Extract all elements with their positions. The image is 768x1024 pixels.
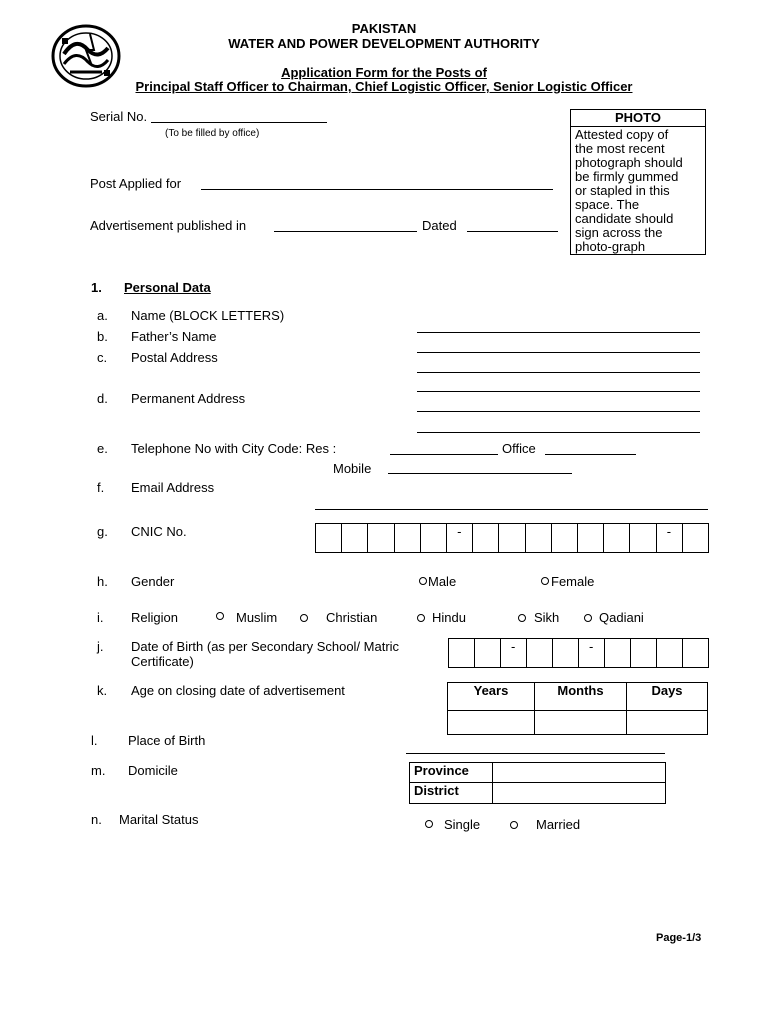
gender-female-radio[interactable] bbox=[541, 577, 549, 585]
section-title: Personal Data bbox=[124, 280, 211, 295]
field-letter-c: c. bbox=[97, 350, 108, 365]
header-country: PAKISTAN bbox=[351, 21, 417, 36]
photo-instruction-line: photograph should bbox=[575, 155, 683, 170]
advert-field[interactable] bbox=[274, 231, 417, 232]
religion-muslim-label: Muslim bbox=[236, 610, 278, 625]
age-years-field[interactable] bbox=[448, 711, 535, 735]
digit-box[interactable] bbox=[578, 638, 605, 668]
religion-hindu-label: Hindu bbox=[432, 610, 466, 625]
cnic-label: CNIC No. bbox=[131, 524, 187, 539]
field-letter-a: a. bbox=[97, 308, 108, 323]
age-months-header: Months bbox=[534, 683, 626, 711]
domicile-table bbox=[409, 762, 666, 804]
district-field[interactable] bbox=[493, 783, 666, 804]
photo-instruction-line: photo-graph bbox=[575, 239, 646, 254]
digit-box[interactable] bbox=[604, 638, 631, 668]
field-letter-m: m. bbox=[91, 763, 106, 778]
postal-address-field-1[interactable] bbox=[417, 372, 700, 373]
age-months-field[interactable] bbox=[534, 711, 626, 735]
religion-qadiani-label: Qadiani bbox=[599, 610, 644, 625]
digit-box[interactable] bbox=[551, 523, 578, 553]
digit-box[interactable] bbox=[315, 523, 342, 553]
marital-single-radio[interactable] bbox=[425, 820, 433, 828]
photo-instructions bbox=[575, 128, 683, 254]
dob-label-line1: Date of Birth (as per Secondary School/ Matric bbox=[131, 639, 400, 654]
digit-box[interactable] bbox=[682, 638, 709, 668]
page-number: Page-1/3 bbox=[656, 932, 702, 944]
cnic-input-grid[interactable] bbox=[315, 523, 708, 553]
marital-married-radio[interactable] bbox=[510, 821, 518, 829]
digit-box[interactable] bbox=[472, 523, 499, 553]
advert-label: Advertisement published in bbox=[90, 218, 247, 233]
age-table bbox=[447, 682, 708, 735]
telephone-office-field[interactable] bbox=[545, 454, 636, 455]
email-label: Email Address bbox=[131, 480, 215, 495]
field-letter-j: j. bbox=[97, 639, 104, 654]
marital-married-label: Married bbox=[536, 817, 581, 832]
office-label: Office bbox=[502, 441, 536, 456]
digit-box[interactable] bbox=[577, 523, 604, 553]
field-letter-d: d. bbox=[97, 391, 108, 406]
telephone-res-field[interactable] bbox=[390, 454, 498, 455]
marital-single-label: Single bbox=[444, 817, 481, 832]
post-field[interactable] bbox=[201, 189, 553, 190]
field-letter-l: l. bbox=[91, 733, 98, 748]
religion-hindu-radio[interactable] bbox=[417, 614, 425, 622]
photo-instruction-line: be firmly gummed bbox=[575, 169, 679, 184]
photo-instruction-line: Attested copy of bbox=[575, 127, 669, 142]
postal-address-label: Postal Address bbox=[131, 350, 218, 365]
name-label: Name (BLOCK LETTERS) bbox=[131, 308, 285, 323]
serial-label: Serial No. bbox=[90, 109, 148, 124]
district-label: District bbox=[410, 783, 493, 804]
religion-sikh-radio[interactable] bbox=[518, 614, 526, 622]
telephone-label: Telephone No with City Code: Res : bbox=[131, 441, 337, 456]
photo-instruction-line: sign across the bbox=[575, 225, 663, 240]
digit-box[interactable] bbox=[526, 638, 553, 668]
religion-christian-radio[interactable] bbox=[300, 614, 308, 622]
religion-christian-label: Christian bbox=[326, 610, 378, 625]
email-field[interactable] bbox=[315, 509, 708, 510]
age-label: Age on closing date of advertisement bbox=[131, 683, 345, 698]
post-label: Post Applied for bbox=[90, 176, 182, 191]
place-of-birth-field[interactable] bbox=[406, 753, 665, 754]
dob-input-grid[interactable] bbox=[448, 638, 708, 668]
religion-label: Religion bbox=[131, 610, 178, 625]
father-name-label: Father’s Name bbox=[131, 329, 217, 344]
serial-field[interactable] bbox=[151, 122, 327, 123]
separator-dash: - bbox=[511, 639, 516, 654]
digit-box[interactable] bbox=[448, 638, 475, 668]
religion-sikh-label: Sikh bbox=[534, 610, 560, 625]
name-field[interactable] bbox=[417, 332, 700, 333]
separator-dash: - bbox=[457, 524, 462, 539]
field-letter-e: e. bbox=[97, 441, 108, 456]
field-letter-n: n. bbox=[91, 812, 102, 827]
digit-box[interactable] bbox=[525, 523, 552, 553]
age-days-field[interactable] bbox=[627, 711, 708, 735]
postal-address-field-2[interactable] bbox=[417, 391, 700, 392]
field-letter-i: i. bbox=[97, 610, 104, 625]
digit-box[interactable] bbox=[552, 638, 579, 668]
digit-box[interactable] bbox=[367, 523, 394, 553]
digit-box[interactable] bbox=[394, 523, 421, 553]
domicile-label: Domicile bbox=[128, 763, 178, 778]
field-letter-f: f. bbox=[97, 480, 105, 495]
place-of-birth-label: Place of Birth bbox=[128, 733, 206, 748]
field-letter-h: h. bbox=[97, 574, 108, 589]
religion-muslim-radio[interactable] bbox=[216, 612, 224, 620]
age-days-header: Days bbox=[627, 683, 708, 711]
field-letter-k: k. bbox=[97, 683, 108, 698]
province-field[interactable] bbox=[493, 763, 666, 783]
section-number: 1. bbox=[91, 280, 102, 295]
dated-label: Dated bbox=[422, 218, 457, 233]
digit-box[interactable] bbox=[500, 638, 527, 668]
photo-box[interactable] bbox=[570, 109, 706, 255]
form-title: Application Form for the Posts of bbox=[281, 65, 487, 80]
digit-box[interactable] bbox=[446, 523, 473, 553]
separator-dash: - bbox=[666, 524, 672, 539]
gender-label: Gender bbox=[131, 574, 175, 589]
photo-title: PHOTO bbox=[571, 110, 705, 127]
digit-box[interactable] bbox=[682, 523, 709, 553]
digit-box[interactable] bbox=[656, 638, 683, 668]
dated-field[interactable] bbox=[467, 231, 558, 232]
photo-instruction-line: candidate should bbox=[575, 211, 674, 226]
permanent-address-field-2[interactable] bbox=[417, 432, 700, 433]
father-name-field[interactable] bbox=[417, 352, 700, 353]
header-org: WATER AND POWER DEVELOPMENT AUTHORITY bbox=[228, 36, 540, 51]
mobile-field[interactable] bbox=[388, 473, 572, 474]
digit-box[interactable] bbox=[474, 638, 501, 668]
dob-label-line2: Certificate) bbox=[131, 654, 194, 669]
digit-box[interactable] bbox=[420, 523, 447, 553]
mobile-label: Mobile bbox=[333, 461, 372, 476]
permanent-address-field-1[interactable] bbox=[417, 411, 700, 412]
gender-female-label: Female bbox=[551, 574, 595, 589]
province-label: Province bbox=[410, 763, 493, 783]
marital-status-label: Marital Status bbox=[119, 812, 199, 827]
photo-instruction-line: or stapled in this bbox=[575, 183, 670, 198]
gender-male-label: Male bbox=[428, 574, 457, 589]
digit-box[interactable] bbox=[603, 523, 630, 553]
posts-title: Principal Staff Officer to Chairman, Chief Logistic Officer, Senior Logistic Officer bbox=[135, 79, 633, 94]
gender-male-radio[interactable] bbox=[419, 577, 427, 585]
age-years-header: Years bbox=[448, 683, 535, 711]
digit-box[interactable] bbox=[341, 523, 368, 553]
photo-instruction-line: the most recent bbox=[575, 141, 665, 156]
digit-box[interactable] bbox=[630, 638, 657, 668]
digit-box[interactable] bbox=[629, 523, 656, 553]
photo-instruction-line: space. The bbox=[575, 197, 640, 212]
digit-box[interactable] bbox=[656, 523, 683, 553]
field-letter-b: b. bbox=[97, 329, 108, 344]
religion-qadiani-radio[interactable] bbox=[584, 614, 592, 622]
separator-dash: - bbox=[589, 639, 594, 654]
serial-note: (To be filled by office) bbox=[165, 128, 260, 139]
digit-box[interactable] bbox=[498, 523, 525, 553]
field-letter-g: g. bbox=[97, 524, 108, 539]
permanent-address-label: Permanent Address bbox=[131, 391, 246, 406]
